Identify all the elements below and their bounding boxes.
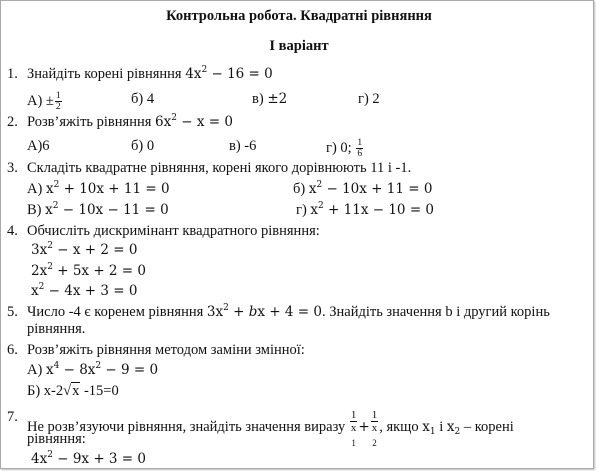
q1-number: 1. xyxy=(7,66,18,82)
square-root-sign: √ xyxy=(63,383,72,399)
q4-equation-1: $3x^2 - x + 2 = 0$ xyxy=(31,241,138,258)
q2-option-b: б) 0 xyxy=(131,138,155,154)
q4-number: 4. xyxy=(7,223,18,239)
q6-number: 6. xyxy=(7,342,18,358)
q7-number: 7. xyxy=(7,409,18,425)
q4-equation-2: $2x^2 + 5x + 2 = 0$ xyxy=(31,262,147,279)
q5-text: Число -4 є коренем рівняння $3x^2$ + bx + 4 = 0. Знайдіть значення b і другий корінь xyxy=(27,303,550,320)
q2-text: Розв’яжіть рівняння $6x^2 - x = 0$ xyxy=(27,113,233,130)
q5-number: 5. xyxy=(7,304,18,320)
q6-option-b: Б) x-2√x -15=0 xyxy=(27,383,119,399)
q2-option-c: в) -6 xyxy=(229,138,257,154)
q1-text: Знайдіть корені рівняння $4x^2 - 16 = 0$ xyxy=(27,65,273,82)
variant-heading: І варіант xyxy=(269,38,329,54)
q3-text: Складіть квадратне рівняння, корені якого дорівнюють 11 і -1. xyxy=(27,160,412,176)
q4-equation-3: $x^2 - 4x + 3 = 0$ xyxy=(31,282,138,299)
q1-option-a: А) ± $\frac{1}{2}$ xyxy=(27,91,61,112)
q3-option-b: б) $x^2 - 10x + 11 = 0$ xyxy=(293,180,433,197)
q2-number: 2. xyxy=(7,114,18,130)
q3-option-a: А) $x^2 + 10x + 11 = 0$ xyxy=(27,180,170,197)
q1-option-d: г) 2 xyxy=(358,91,380,107)
q2-option-d: г) 0; $\frac{1}{6}$ xyxy=(326,138,363,159)
q4-text: Обчисліть дискримінант квадратного рівняння: xyxy=(27,223,320,239)
q2-option-a: А)6 xyxy=(27,138,50,154)
page-title: Контрольна робота. Квадратні рівняння xyxy=(166,8,432,24)
q3-number: 3. xyxy=(7,160,18,176)
q7-equation: $4x^2 - 9x + 3 = 0$ xyxy=(31,450,147,467)
q5-text-continued: рівняння. xyxy=(27,321,86,337)
q3-option-c: В) $x^2 - 10x - 11 = 0$ xyxy=(27,201,169,218)
q1-option-c: в) ±2 xyxy=(252,91,288,107)
q6-option-a: А) $x^4 - 8x^2 - 9 = 0$ xyxy=(27,361,159,378)
q1-option-b: б) 4 xyxy=(131,91,155,107)
q7-text-continued: рівняння: xyxy=(27,431,86,447)
q3-option-d: г) $x^2 + 11x - 10 = 0$ xyxy=(296,201,435,218)
q7-text: Не розв’язуючи рівняння, знайдіть значення виразу 1 x $_1$ + 1 x $_2$ , якщо $x_1$ і $x_2$ – корені xyxy=(27,409,514,448)
q6-text: Розв’яжіть рівняння методом заміни змінної: xyxy=(27,342,305,358)
